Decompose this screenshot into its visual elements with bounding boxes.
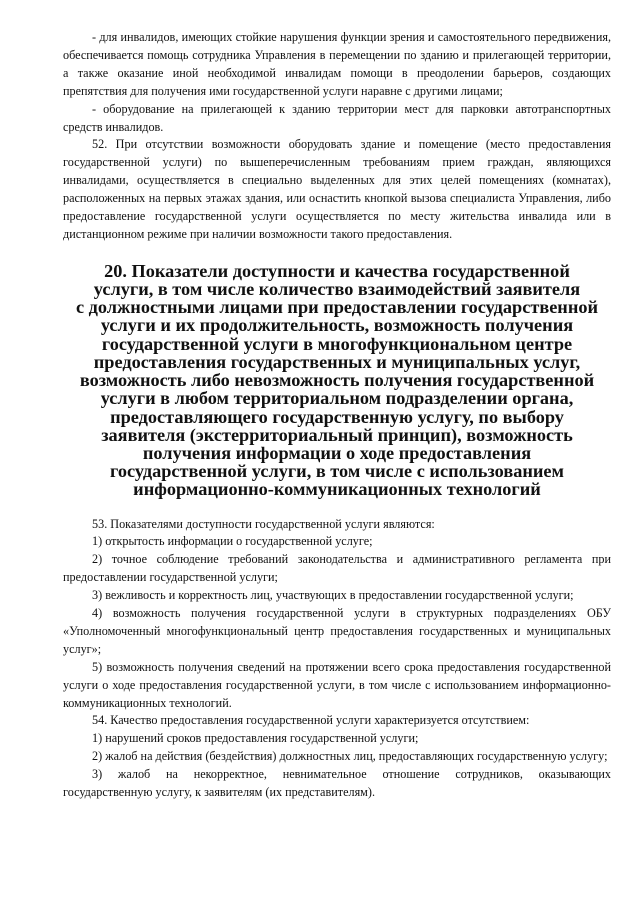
heading-line: государственной услуги, в том числе с использованием (109, 461, 564, 482)
paragraph-52: 52. При отсутствии возможности оборудовать здание и помещение (место предоставления государственной услуги) по вышеперечисленным требованиям прием граждан, являющихся инвалидами, осуществляется в специально выделенных для этих целей помещениях (комнатах), расположенных на первых этажах здания, или оснастить кнопкой вызова специалиста Управления, либо предоставление государственной услуги осуществляется по месту жительства инвалида или в дистанционном режиме при наличии возможности такого предоставления. (63, 137, 611, 241)
list-item-openness: 1) открытость информации о государственной услуге; (92, 534, 373, 549)
paragraph-mobility-assistance: - для инвалидов, имеющих стойкие нарушения функции зрения и самостоятельного передвижения, обеспечивается помощь сотрудника Управления в перемещении по зданию и прилегающей территории, а также оказание иной необходимой инвалидам помощи в преодолении барьеров, создающих препятствия для получения ими государственной услуги наравне с другими лицами; (63, 30, 611, 98)
heading-line: предоставления государственных и муниципальных услуг, (93, 351, 581, 372)
heading-line: заявителя (экстерриториальный принцип), возможность (101, 424, 573, 445)
list-item-legal-compliance: 2) точное соблюдение требований законодательства и административного регламента при предоставлении государственной услуги; (63, 552, 611, 585)
heading-line: с должностными лицами при предоставлении государственной (75, 297, 599, 318)
heading-line: возможность либо невозможность получения государственной (79, 370, 595, 391)
heading-line: информационно-коммуникационных технологий (133, 479, 541, 500)
list-item-politeness: 3) вежливость и корректность лиц, участвующих в предоставлении государственной услуги; (92, 588, 574, 603)
list-item-no-complaints-actions: 2) жалоб на действия (бездействия) должностных лиц, предоставляющих государственную услугу; (92, 749, 608, 764)
page-content (63, 29, 611, 802)
list-item-no-complaints-attitude: 3) жалоб на некорректное, невнимательное отношение сотрудников, оказывающих государственную услугу, к заявителям (их представителям). (63, 767, 611, 800)
list-item-mfc-access: 4) возможность получения государственной услуги в структурных подразделениях ОБУ «Уполномоченный многофункциональный центр предоставления государственных и муниципальных услуг»; (63, 606, 611, 656)
section-heading-20 (63, 262, 611, 499)
paragraph-parking-spaces: - оборудование на прилегающей к зданию территории мест для парковки автотранспортных средств инвалидов. (63, 101, 611, 134)
spacer (63, 499, 611, 516)
list-item-no-deadline-violations: 1) нарушений сроков предоставления государственной услуги; (92, 731, 419, 746)
heading-line: услуги в любом территориальном подразделении органа, (100, 388, 574, 409)
list-item-progress-info: 5) возможность получения сведений на протяжении всего срока предоставления государственной услуги о ходе предоставления государственной услуги, в том числе с использованием информационно-коммуникационных технологий. (63, 659, 611, 710)
heading-line: 20. Показатели доступности и качества государственной (104, 260, 570, 281)
spacer (63, 244, 611, 262)
heading-line: получения информации о ходе предоставления (142, 442, 532, 463)
paragraph-54: 54. Качество предоставления государственной услуги характеризуется отсутствием: (92, 713, 530, 728)
heading-line: предоставляющего государственную услугу, по выбору (110, 406, 564, 427)
heading-line: государственной услуги в многофункциональном центре (101, 333, 573, 354)
heading-line: услуги, в том числе количество взаимодействий заявителя (93, 279, 581, 300)
paragraph-53: 53. Показателями доступности государственной услуги являются: (92, 516, 435, 531)
heading-line: услуги и их продолжительность, возможность получения (100, 315, 574, 336)
